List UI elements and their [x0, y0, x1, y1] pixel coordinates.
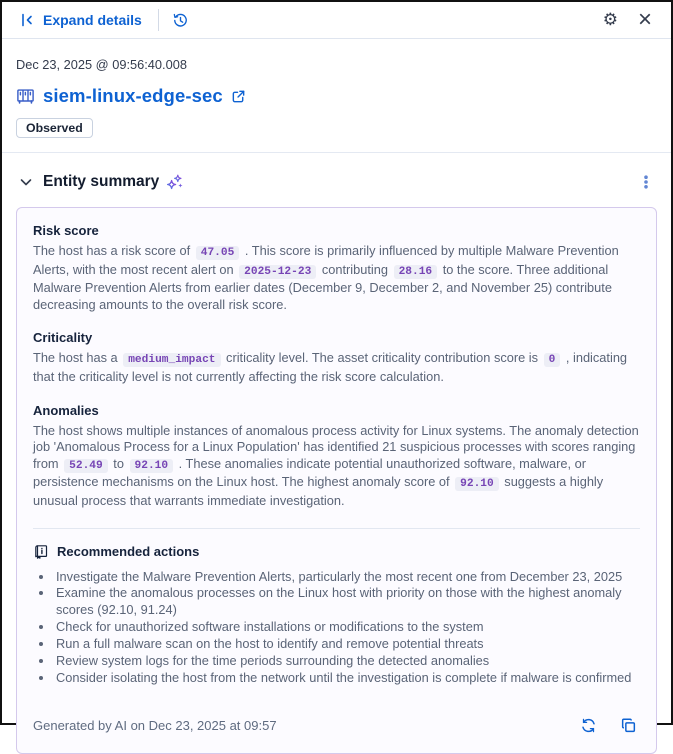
summary-section	[33, 223, 640, 313]
entity-summary-header	[16, 170, 657, 194]
toolbar-right-group	[600, 6, 655, 33]
ai-sparkles-icon	[166, 174, 184, 191]
summary-section	[33, 330, 640, 385]
entity-summary-toggle[interactable]	[16, 172, 36, 192]
gear-icon: ⚙	[602, 9, 618, 30]
inline-code-value: 2025-12-23	[239, 265, 316, 279]
inline-code-value: 0	[544, 353, 561, 367]
entity-summary-card	[16, 207, 657, 754]
recommended-actions-title: Recommended actions	[57, 544, 200, 560]
kebab-menu-icon	[639, 174, 653, 190]
book-info-icon	[33, 544, 49, 560]
recommended-action-item: • Check for unauthorized software installations or modifications to the system	[54, 619, 640, 636]
inline-code-value: 47.05	[196, 246, 240, 260]
settings-button[interactable]	[600, 9, 621, 32]
inline-code-value: medium_impact	[123, 353, 220, 367]
recommended-actions-list	[33, 569, 640, 687]
section-heading: Criticality	[33, 330, 93, 346]
close-icon: ×	[637, 6, 652, 33]
collapse-left-icon	[20, 12, 36, 28]
chevron-down-icon	[18, 174, 34, 190]
event-timestamp: Dec 23, 2025 @ 09:56:40.008	[16, 57, 187, 72]
host-name-link[interactable]	[43, 85, 246, 107]
inline-code-value: 52.49	[64, 459, 108, 473]
recommended-action-item: • Review system logs for the time periods surrounding the detected anomalies	[54, 653, 640, 670]
host-title-row	[16, 85, 657, 107]
recommended-action-item: • Examine the anomalous processes on the Linux host with priority on those with the highest anomaly scores (92.10, 91.24)	[54, 585, 640, 619]
recommended-action-item: • Consider isolating the host from the network until the investigation is complete if malware is confirmed	[54, 670, 640, 687]
copy-icon	[620, 717, 637, 734]
host-name: siem-linux-edge-sec	[43, 85, 223, 106]
card-footer	[33, 714, 640, 737]
storage-host-icon	[16, 87, 35, 106]
entity-summary-title: Entity summary	[43, 173, 160, 190]
section-heading: Anomalies	[33, 402, 99, 418]
expand-details-button[interactable]	[14, 8, 148, 32]
flyout-content	[2, 39, 671, 754]
close-button[interactable]	[635, 6, 655, 33]
generated-by-ai-text: Generated by AI on Dec 23, 2025 at 09:57	[33, 717, 277, 733]
recommended-action-item: • Run a full malware scan on the host to identify and remove potential threats	[54, 636, 640, 653]
external-link-icon	[231, 89, 246, 104]
regenerate-button[interactable]	[577, 714, 600, 737]
recommended-action-item: • Investigate the Malware Prevention Alerts, particularly the most recent one from December 23, 2025	[54, 569, 640, 586]
summary-section	[33, 403, 640, 510]
clock-history-icon	[172, 12, 189, 29]
header-divider	[2, 152, 671, 153]
section-paragraph: The host has a medium_impact criticality level. The asset criticality contribution score is 0 , indicating that the criticality level is not currently affecting the risk score calculation.	[33, 350, 628, 384]
observed-status-badge: Observed	[16, 118, 93, 138]
toolbar-left-group	[14, 8, 192, 32]
refresh-icon	[580, 717, 597, 734]
expand-details-label: Expand details	[43, 12, 142, 28]
recommended-actions-header	[33, 544, 640, 560]
flyout-toolbar	[2, 2, 671, 39]
toolbar-divider	[158, 9, 159, 31]
inline-code-value: 28.16	[394, 265, 438, 279]
summary-sections	[33, 223, 640, 510]
copy-button[interactable]	[617, 714, 640, 737]
section-heading: Risk score	[33, 223, 99, 238]
card-divider	[33, 528, 640, 529]
section-paragraph: The host shows multiple instances of anomalous process activity for Linux systems. The anomaly detection job 'Anomalous Process for a Linux Population' has identified 21 suspicious processes with scores ranging from 52.49 to 92.10 . These anomalies indicate potential unauthorized software, malware, or persistence mechanisms on the Linux host. The highest anomaly score of 92.10 suggests a highly unusual process that warrants immediate investigation.	[33, 422, 639, 508]
inline-code-value: 92.10	[130, 459, 174, 473]
history-button[interactable]	[169, 9, 192, 32]
entity-summary-menu-button[interactable]	[635, 170, 657, 194]
footer-actions	[577, 714, 640, 737]
section-paragraph: The host has a risk score of 47.05 . This score is primarily influenced by multiple Malware Prevention Alerts, with the most recent alert on 2025-12-23 contributing 28.16 to the score. Three additional Malware Prevention Alerts from earlier dates (December 9, December 2, and November 25) contribute decreasing amounts to the overall risk score.	[33, 243, 619, 312]
inline-code-value: 92.10	[455, 477, 499, 491]
